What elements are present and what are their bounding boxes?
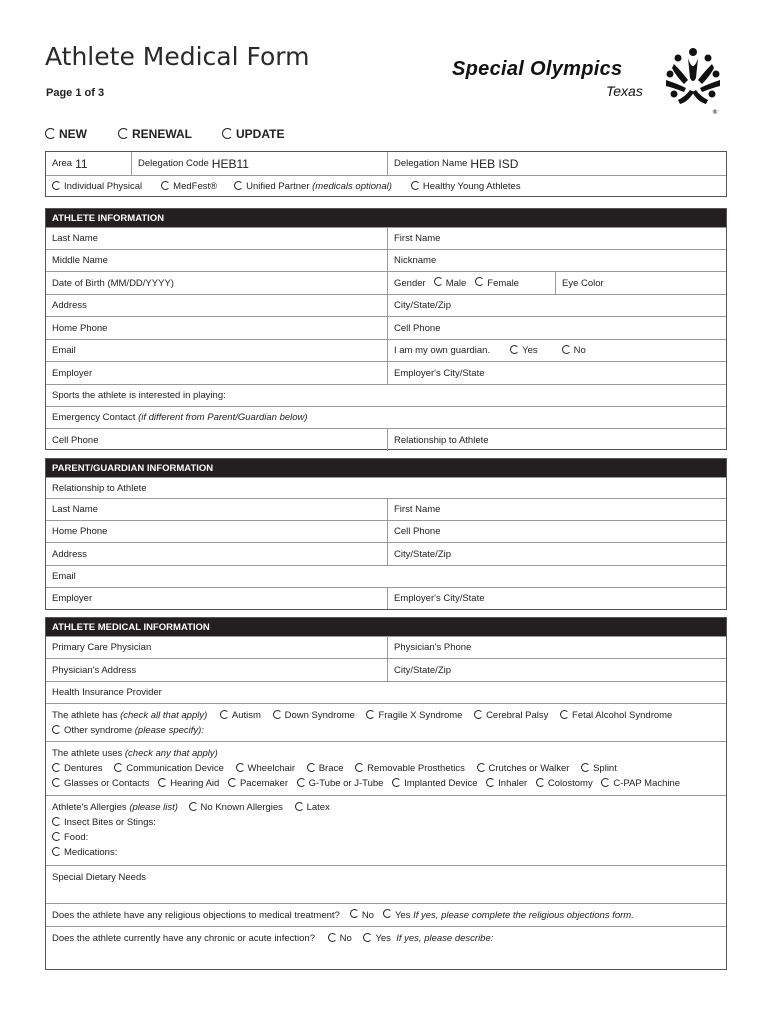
emergency-contact-note: (if different from Parent/Guardian below) [138, 412, 308, 423]
emergency-contact-field[interactable] [46, 407, 726, 428]
radio-icon [295, 802, 304, 811]
guardian-last-name-field[interactable]: Last Name [52, 504, 98, 515]
option-label: Colostomy [547, 778, 593, 789]
uses-cpap[interactable] [601, 778, 680, 789]
radio-icon [273, 710, 282, 719]
option-note: (please specify): [134, 725, 204, 736]
option-label: Hearing Aid [170, 778, 220, 789]
condition-fragile-x[interactable] [366, 710, 462, 721]
infection-note: If yes, please describe: [396, 933, 494, 944]
radio-icon [52, 778, 61, 787]
option-label: Medications: [64, 847, 118, 858]
uses-implanted-device[interactable] [392, 778, 477, 789]
uses-inhaler[interactable] [486, 778, 527, 789]
radio-icon [366, 710, 375, 719]
medical-info-section [45, 617, 727, 970]
guardian-employer-field[interactable]: Employer [52, 593, 93, 604]
program-options [46, 176, 726, 197]
form-type-update-label: UPDATE [236, 127, 285, 141]
radio-icon [307, 763, 316, 772]
radio-icon [114, 763, 123, 772]
option-label: MedFest® [173, 181, 218, 192]
athlete-sports-field[interactable]: Sports the athlete is interested in playing: [52, 390, 226, 401]
emergency-cell-phone-field[interactable]: Cell Phone [52, 434, 99, 446]
athlete-info-section [45, 208, 727, 450]
allergy-insect[interactable] [52, 815, 720, 830]
option-label: G-Tube or J-Tube [308, 778, 384, 789]
religious-question: Does the athlete have any religious objections to medical treatment? [52, 909, 340, 921]
option-label: Autism [231, 710, 261, 721]
athlete-gender-field [387, 272, 555, 294]
own-guardian-label: I am my own guardian. [394, 345, 491, 356]
form-title: Athlete Medical Form [45, 42, 310, 71]
option-label: Other syndrome [64, 725, 133, 736]
guardian-info-header: PARENT/GUARDIAN INFORMATION [46, 459, 726, 477]
allergy-latex[interactable] [295, 802, 330, 813]
special-olympics-figure-icon [660, 44, 726, 116]
religious-yes[interactable] [383, 910, 411, 921]
radio-icon [222, 128, 233, 139]
radio-icon [158, 778, 167, 787]
option-label: No [339, 933, 352, 944]
conditions-label: The athlete has [52, 710, 118, 721]
delegation-name-field[interactable] [387, 152, 726, 175]
radio-icon [383, 909, 392, 918]
emergency-relationship-field[interactable]: Relationship to Athlete [387, 429, 726, 451]
form-type-new-label: NEW [59, 127, 87, 141]
athlete-eye-color-field[interactable]: Eye Color [555, 272, 726, 294]
radio-icon [234, 181, 243, 190]
uses-note: (check any that apply) [124, 748, 218, 759]
radio-icon [510, 345, 519, 354]
physician-address-field[interactable]: Physician's Address [52, 664, 137, 676]
option-label: Healthy Young Athletes [422, 181, 521, 192]
logo-text: Special Olympics [452, 58, 623, 80]
delegation-code-value: HEB11 [211, 156, 249, 171]
radio-icon [601, 778, 610, 787]
delegation-name-value: HEB ISD [470, 156, 519, 171]
condition-cerebral-palsy[interactable] [474, 710, 548, 721]
radio-icon [475, 277, 484, 286]
athlete-employer-city-field[interactable]: Employer's City/State [387, 362, 726, 384]
athlete-cell-phone-field[interactable]: Cell Phone [387, 317, 726, 339]
guardian-home-phone-field[interactable]: Home Phone [52, 526, 108, 537]
option-label: Fetal Alcohol Syndrome [572, 710, 673, 721]
infection-yes[interactable] [363, 933, 391, 944]
option-label: Glasses or Contacts [64, 778, 150, 789]
gender-label: Gender [394, 277, 426, 289]
uses-pacemaker[interactable] [228, 778, 288, 789]
svg-text:®: ® [712, 109, 718, 116]
option-label: C-PAP Machine [613, 778, 681, 789]
radio-icon [228, 778, 237, 787]
option-label: Dentures [64, 763, 103, 774]
own-guardian-field [387, 340, 726, 361]
religious-no[interactable] [350, 910, 374, 921]
radio-icon [52, 832, 61, 841]
athlete-last-name-field[interactable]: Last Name [52, 233, 98, 244]
condition-autism[interactable] [220, 710, 261, 721]
dietary-needs-field[interactable] [46, 865, 726, 903]
religious-note: If yes, please complete the religious objections form. [413, 909, 634, 921]
form-type-renewal-label: RENEWAL [132, 127, 192, 141]
uses-brace[interactable] [307, 763, 344, 774]
option-label: Yes [522, 345, 538, 356]
uses-label: The athlete uses [52, 748, 123, 759]
athlete-email-field[interactable]: Email [52, 345, 76, 356]
athlete-address-field[interactable]: Address [52, 300, 87, 311]
uses-wheelchair[interactable] [236, 763, 296, 774]
logo-subtext: Texas [606, 83, 643, 99]
radio-icon [52, 847, 61, 856]
athlete-first-name-field[interactable]: First Name [387, 228, 726, 249]
athlete-city-state-zip-field[interactable]: City/State/Zip [387, 295, 726, 316]
radio-icon [189, 802, 198, 811]
delegation-code-label: Delegation Code [138, 158, 209, 169]
option-label: Removable Prosthetics [367, 763, 465, 774]
radio-icon [118, 128, 129, 139]
athlete-employer-field[interactable]: Employer [52, 367, 93, 379]
guardian-employer-city-field[interactable]: Employer's City/State [387, 588, 726, 609]
infection-block [46, 926, 726, 966]
radio-icon [52, 763, 61, 772]
option-unified-partner[interactable] [234, 181, 392, 192]
form-type-update[interactable] [222, 127, 284, 141]
athlete-dob-field[interactable]: Date of Birth (MM/DD/YYYY) [52, 277, 174, 289]
religious-objection-field [46, 904, 726, 926]
allergy-none-known[interactable] [189, 802, 283, 813]
delegation-code-field[interactable] [131, 152, 387, 175]
radio-icon [560, 710, 569, 719]
guardian-info-section [45, 458, 727, 610]
radio-icon [52, 725, 61, 734]
area-value: 11 [75, 156, 88, 171]
area-field[interactable] [46, 152, 131, 175]
uses-glasses-contacts[interactable] [52, 778, 150, 789]
physician-field[interactable]: Primary Care Physician [52, 642, 152, 653]
infection-no[interactable] [328, 933, 352, 944]
option-individual-physical[interactable] [52, 181, 142, 192]
radio-icon [411, 181, 420, 190]
athlete-info-header: ATHLETE INFORMATION [46, 209, 726, 227]
radio-icon [392, 778, 401, 787]
athlete-home-phone-field[interactable]: Home Phone [52, 322, 108, 334]
uses-g-tube[interactable] [297, 778, 384, 789]
medical-info-header: ATHLETE MEDICAL INFORMATION [46, 618, 726, 636]
radio-icon [434, 277, 443, 286]
option-label: Splint [593, 763, 617, 774]
physician-phone-field[interactable]: Physician's Phone [387, 637, 726, 658]
radio-icon [328, 933, 337, 942]
option-medfest[interactable] [161, 181, 217, 192]
option-label: Implanted Device [404, 778, 478, 789]
radio-icon [536, 778, 545, 787]
radio-icon [350, 909, 359, 918]
option-label: Unified Partner [246, 181, 310, 192]
radio-icon [474, 710, 483, 719]
guardian-first-name-field[interactable]: First Name [387, 499, 726, 520]
gender-male-option[interactable] [434, 278, 467, 289]
uses-communication-device[interactable] [114, 763, 224, 774]
radio-icon [581, 763, 590, 772]
uses-splint[interactable] [581, 763, 617, 774]
option-label: Food: [64, 832, 89, 843]
radio-icon [52, 817, 61, 826]
own-guardian-yes[interactable] [510, 345, 538, 356]
radio-icon [45, 128, 56, 139]
option-label: Yes [375, 933, 391, 944]
dietary-needs-label: Special Dietary Needs [52, 872, 146, 883]
option-healthy-young-athletes[interactable] [411, 181, 521, 192]
radio-icon [486, 778, 495, 787]
option-label: Insect Bites or Stings: [64, 817, 156, 828]
form-type-new[interactable] [45, 127, 87, 141]
uses-dentures[interactable] [52, 763, 103, 774]
condition-other-syndrome[interactable] [52, 723, 720, 738]
delegation-name-label: Delegation Name [394, 158, 468, 169]
condition-fetal-alcohol[interactable] [560, 710, 672, 721]
allergy-medications[interactable] [52, 845, 720, 860]
page-number: Page 1 of 3 [46, 87, 105, 99]
uses-colostomy[interactable] [536, 778, 593, 789]
uses-removable-prosthetics[interactable] [355, 763, 465, 774]
insurance-provider-field[interactable]: Health Insurance Provider [52, 687, 162, 698]
guardian-cell-phone-field[interactable]: Cell Phone [387, 521, 726, 542]
radio-icon [220, 710, 229, 719]
option-label: Male [445, 277, 467, 289]
option-label: No [361, 909, 374, 921]
radio-icon [236, 763, 245, 772]
radio-icon [363, 933, 372, 942]
emergency-contact-label: Emergency Contact [52, 412, 136, 423]
physician-city-state-zip-field[interactable]: City/State/Zip [387, 659, 726, 681]
option-label: Crutches or Walker [488, 763, 570, 774]
condition-down-syndrome[interactable] [273, 710, 355, 721]
allergies-label: Athlete's Allergies [52, 802, 127, 813]
radio-icon [355, 763, 364, 772]
uses-crutches-walker[interactable] [477, 763, 570, 774]
option-label: No Known Allergies [200, 802, 283, 813]
radio-icon [562, 345, 571, 354]
option-label: Individual Physical [64, 181, 143, 192]
athlete-nickname-field[interactable]: Nickname [387, 250, 726, 271]
gender-female-option[interactable] [475, 278, 519, 289]
infection-question: Does the athlete currently have any chronic or acute infection? [52, 933, 315, 944]
option-label: Inhaler [498, 778, 528, 789]
option-label: Latex [306, 802, 330, 813]
allergy-food[interactable] [52, 830, 720, 845]
guardian-relationship-field[interactable]: Relationship to Athlete [52, 482, 147, 494]
option-label: Cerebral Palsy [486, 710, 549, 721]
allergies-block [46, 795, 726, 865]
radio-icon [297, 778, 306, 787]
own-guardian-no[interactable] [562, 345, 586, 356]
athlete-middle-name-field[interactable]: Middle Name [52, 255, 108, 266]
conditions-block [46, 703, 726, 741]
guardian-email-field[interactable]: Email [52, 571, 76, 582]
option-label: Wheelchair [247, 763, 296, 774]
allergies-note: (please list) [129, 802, 178, 813]
guardian-city-state-zip-field[interactable]: City/State/Zip [387, 543, 726, 565]
option-label: Down Syndrome [284, 710, 355, 721]
uses-hearing-aid[interactable] [158, 778, 219, 789]
option-label: Communication Device [126, 763, 224, 774]
option-label: Yes [394, 909, 411, 921]
option-label: No [573, 345, 586, 356]
uses-block [46, 741, 726, 795]
guardian-address-field[interactable]: Address [52, 548, 87, 560]
radio-icon [477, 763, 486, 772]
conditions-note: (check all that apply) [120, 710, 208, 721]
radio-icon [161, 181, 170, 190]
option-label: Pacemaker [239, 778, 289, 789]
option-note: (medicals optional) [312, 181, 392, 192]
area-label: Area [52, 158, 73, 169]
delegation-box [45, 151, 727, 197]
form-type-renewal[interactable] [118, 127, 192, 141]
option-label: Brace [318, 763, 344, 774]
option-label: Female [487, 277, 519, 289]
radio-icon [52, 181, 61, 190]
option-label: Fragile X Syndrome [378, 710, 463, 721]
